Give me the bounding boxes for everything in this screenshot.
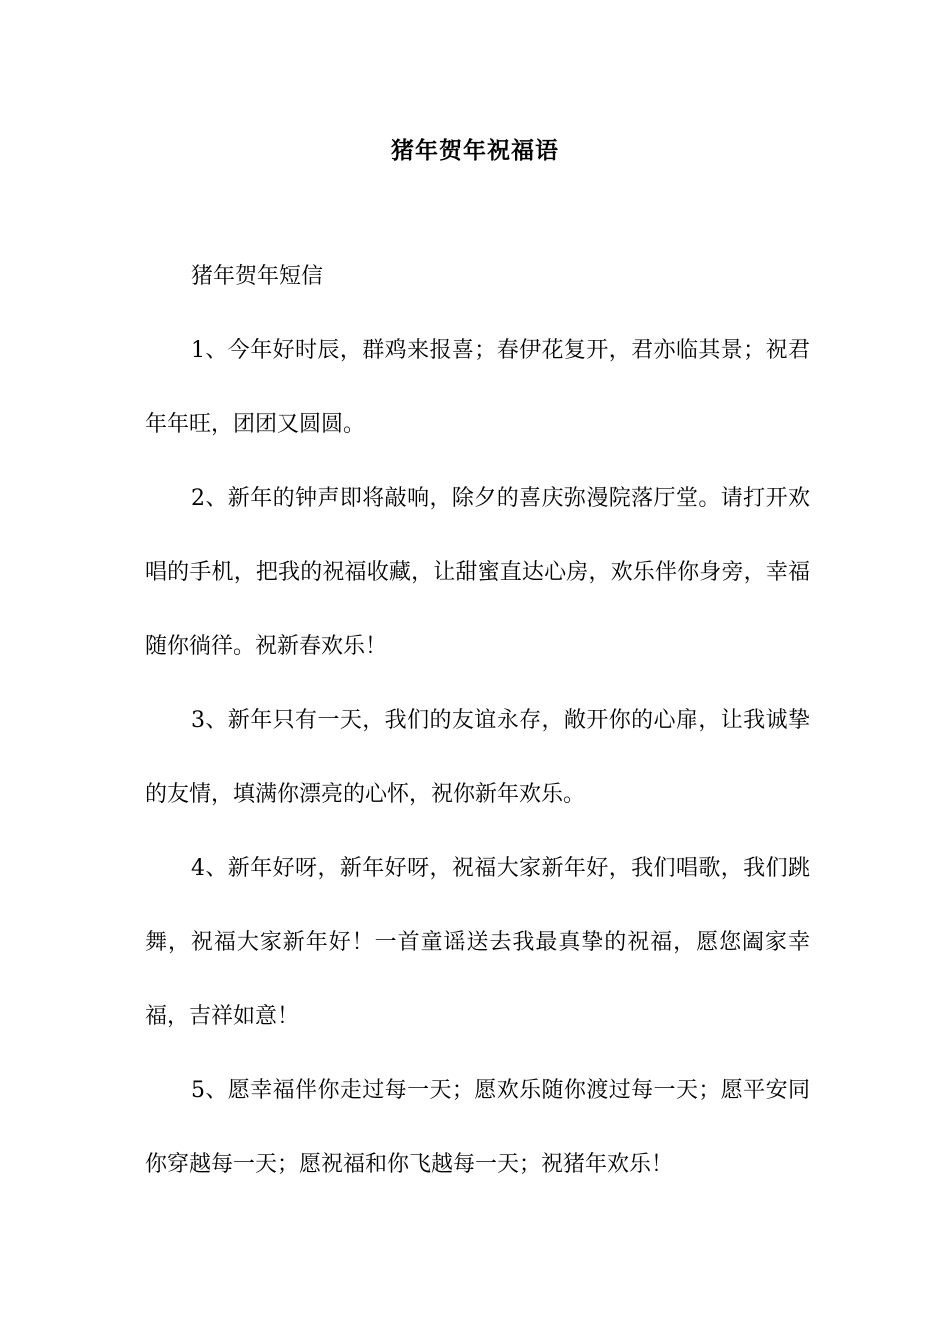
paragraph-5: 5、愿幸福伴你走过每一天；愿欢乐随你渡过每一天；愿平安同你穿越每一天；愿祝福和你飞越每一天；祝猪年欢乐！: [145, 1078, 810, 1177]
document-title: 猪年贺年祝福语: [391, 138, 559, 164]
section-heading: 猪年贺年短信: [191, 264, 324, 289]
paragraph-2: 2、新年的钟声即将敲响，除夕的喜庆弥漫院落厅堂。请打开欢唱的手机，把我的祝福收藏，让甜蜜直达心房，欢乐伴你身旁，幸福随你徜徉。祝新春欢乐！: [145, 486, 810, 659]
document-body: [145, 240, 810, 1202]
paragraph-4: 4、新年好呀，新年好呀，祝福大家新年好，我们唱歌，我们跳舞，祝福大家新年好！一首童谣送去我最真挚的祝福，愿您阖家幸福，吉祥如意！: [145, 856, 810, 1029]
paragraph-1: 1、今年好时辰，群鸡来报喜；春伊花复开，君亦临其景；祝君年年旺，团团又圆圆。: [145, 338, 810, 437]
paragraph-3: 3、新年只有一天，我们的友谊永存，敞开你的心扉，让我诚挚的友情，填满你漂亮的心怀，祝你新年欢乐。: [145, 708, 810, 807]
